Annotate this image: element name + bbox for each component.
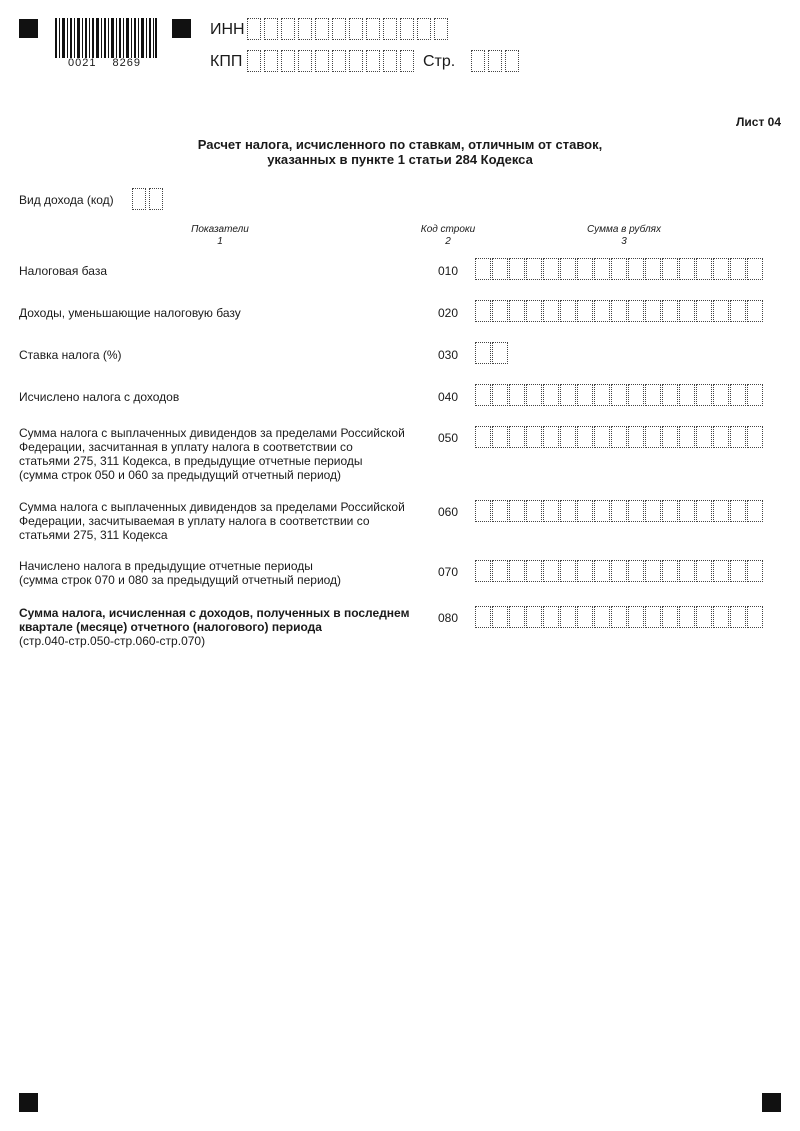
row-label-030: Ставка налога (%)	[19, 348, 122, 362]
amount-field-070[interactable]	[475, 560, 764, 582]
row-code-050: 050	[438, 431, 459, 445]
amount-field-060[interactable]	[475, 500, 764, 522]
kpp-label: КПП	[210, 53, 243, 70]
row-code-070: 070	[438, 565, 459, 579]
sheet-number: Лист 04	[735, 115, 781, 129]
column-header-line-code: Код строки 2	[420, 224, 476, 247]
row-label-060: Сумма налога с выплаченных дивидендов за пределами Российской Федерации, засчитываемая в уплату налога в соответствии со статьями 275, 311 Кодекса	[19, 500, 405, 542]
row-label-070: Начислено налога в предыдущие отчетные периоды (сумма строк 070 и 080 за предыдущий отчетный период)	[19, 559, 342, 587]
title-line-1: Расчет налога, исчисленного по ставкам, отличным от ставок,	[197, 137, 603, 152]
barcode-digits-2: 8269	[112, 57, 141, 69]
inn-label: ИНН	[210, 21, 245, 38]
amount-field-020[interactable]	[475, 300, 764, 322]
row-code-040: 040	[438, 390, 459, 404]
column-header-amount: Сумма в рублях 3	[587, 224, 661, 247]
barcode-number	[68, 57, 141, 69]
corner-marker-bottom-left	[19, 1093, 38, 1112]
row-label-080: Сумма налога, исчисленная с доходов, полученных в последнем квартале (месяце) отчетного (налогового) периода (стр.040-стр.050-стр.060-стр.070)	[19, 606, 410, 648]
amount-field-080[interactable]	[475, 606, 764, 628]
column-header-indicators: Показатели 1	[191, 224, 249, 247]
inn-field[interactable]	[247, 18, 451, 40]
barcode-digits-1: 0021	[68, 57, 97, 69]
corner-marker-bottom-right	[762, 1093, 781, 1112]
row-label-050: Сумма налога с выплаченных дивидендов за пределами Российской Федерации, засчитанная в уплату налога в соответствии со статьями 275, 311 Кодекса, в предыдущие отчетные периоды (сумма строк 050 и 060 за предыдущий отчетный период)	[19, 426, 405, 482]
row-label-010: Налоговая база	[19, 264, 107, 278]
row-code-030: 030	[438, 348, 459, 362]
row-code-060: 060	[438, 505, 459, 519]
income-type-label: Вид дохода (код)	[19, 193, 114, 207]
page-number-field[interactable]	[471, 50, 522, 72]
row-code-020: 020	[438, 306, 459, 320]
row-label-040: Исчислено налога с доходов	[19, 390, 180, 404]
row-label-020: Доходы, уменьшающие налоговую базу	[19, 306, 241, 320]
corner-marker-top-left	[19, 19, 38, 38]
title-line-2: указанных в пункте 1 статьи 284 Кодекса	[267, 152, 533, 167]
corner-marker-top-right	[172, 19, 191, 38]
amount-field-050[interactable]	[475, 426, 764, 448]
kpp-field[interactable]	[247, 50, 417, 72]
income-type-field[interactable]	[132, 188, 166, 210]
row-code-010: 010	[438, 264, 459, 278]
amount-field-040[interactable]	[475, 384, 764, 406]
page-title	[100, 137, 700, 167]
row-code-080: 080	[438, 611, 459, 625]
tax-rate-field-030[interactable]	[475, 342, 509, 364]
page-label: Стр.	[423, 53, 456, 70]
amount-field-010[interactable]	[475, 258, 764, 280]
barcode-icon	[55, 18, 157, 58]
